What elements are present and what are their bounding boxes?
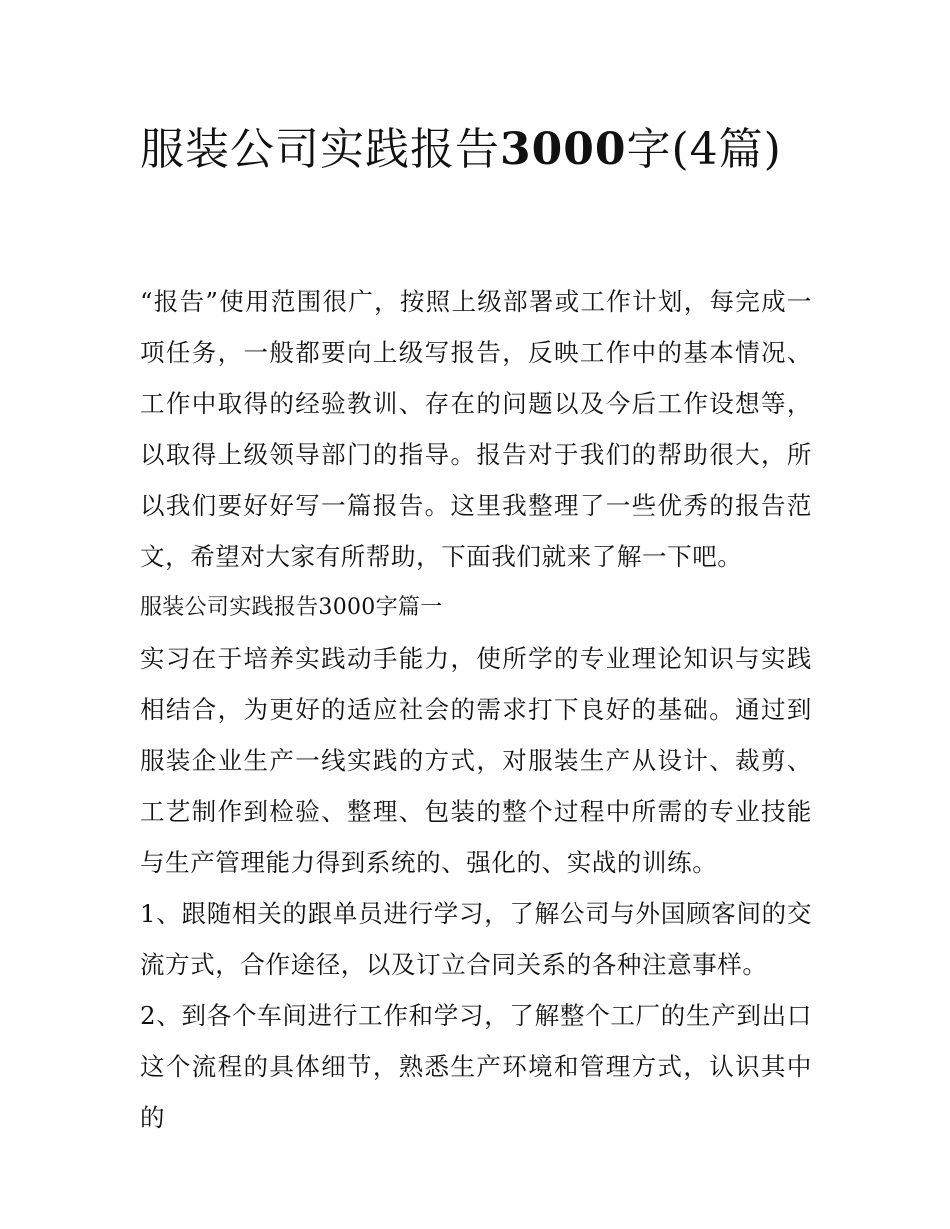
title-text-part1: 服装公司实践报告 xyxy=(140,124,500,175)
list-item-2: 2、到各个车间进行工作和学习，了解整个工厂的生产到出口这个流程的具体细节，熟悉生产环境和管理方式，认识其中的 xyxy=(140,1001,812,1132)
section-heading: 服装公司实践报告3000字篇一 xyxy=(140,595,443,620)
title-text-part2: 3000 xyxy=(500,124,627,175)
body-paragraph: 实习在于培养实践动手能力，使所学的专业理论知识与实践相结合，为更好的适应社会的需求打下良好的基础。通过到服装企业生产一线实践的方式，对服装生产从设计、裁剪、工艺制作到检验、整理、包装的整个过程中所需的专业技能与生产管理能力得到系统的、强化的、实战的训练。 xyxy=(140,644,812,877)
list-item-1: 1、跟随相关的跟单员进行学习，了解公司与外国顾客间的交流方式，合作途径，以及订立合同关系的各种注意事样。 xyxy=(140,899,812,979)
document-body xyxy=(140,276,812,1143)
title-text-part3: 字(4篇) xyxy=(626,124,782,175)
intro-paragraph: “报告”使用范围很广，按照上级部署或工作计划，每完成一项任务，一般都要向上级写报告，反映工作中的基本情况、工作中取得的经验教训、存在的问题以及今后工作设想等，以取得上级领导部门的指导。报告对于我们的帮助很大，所以我们要好好写一篇报告。这里我整理了一些优秀的报告范文，希望对大家有所帮助，下面我们就来了解一下吧。 xyxy=(140,287,812,571)
document-title xyxy=(140,112,820,188)
